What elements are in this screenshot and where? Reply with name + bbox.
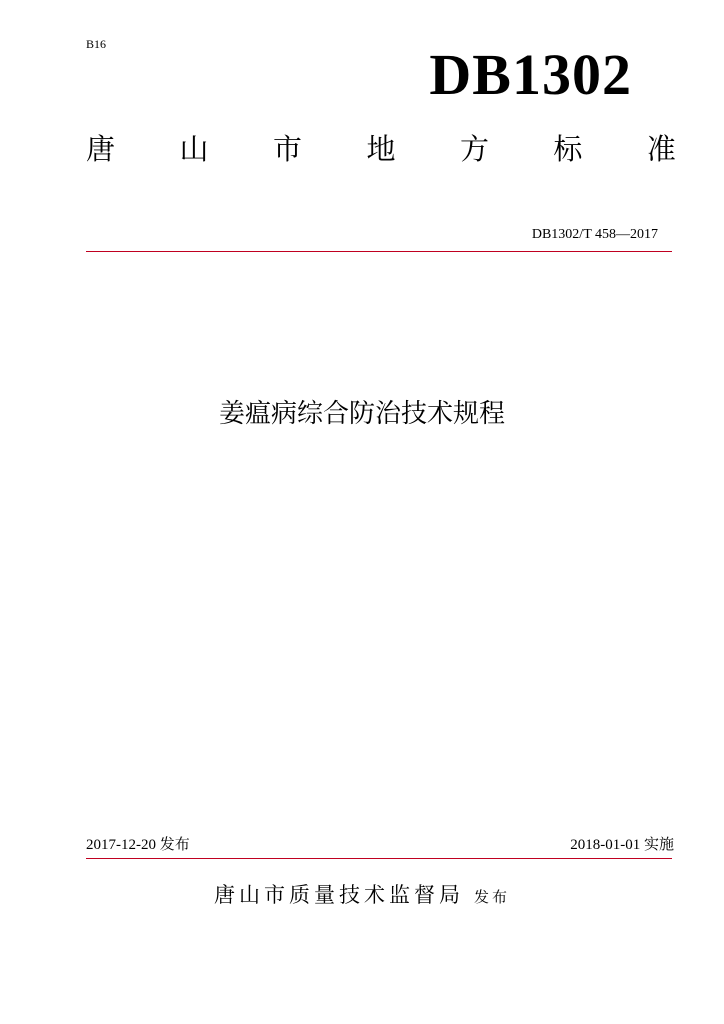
document-title: 姜瘟病综合防治技术规程 xyxy=(218,399,505,429)
header-divider xyxy=(86,251,672,252)
issue-date: 2017-12-20 发布 xyxy=(86,837,190,853)
standard-type-char: 地 xyxy=(366,132,396,166)
implementation-date: 2018-01-01 实施 xyxy=(570,837,674,853)
issuer-suffix: 发布 xyxy=(473,888,510,906)
standard-type-char: 唐 xyxy=(86,132,116,166)
issuer-name: 唐山市质量技术监督局 xyxy=(213,883,464,907)
standard-type-char: 市 xyxy=(272,132,302,166)
standard-code: DB1302 xyxy=(429,42,632,107)
standard-type xyxy=(86,132,676,166)
standard-number: DB1302/T 458—2017 xyxy=(531,227,658,242)
standard-type-char: 标 xyxy=(553,132,583,166)
standard-type-char: 方 xyxy=(459,132,489,166)
footer-divider xyxy=(86,858,672,859)
standard-type-char: 山 xyxy=(179,132,209,166)
standard-type-char: 准 xyxy=(646,132,676,166)
issuer-line xyxy=(0,879,724,909)
classification-code: B16 xyxy=(86,37,107,51)
